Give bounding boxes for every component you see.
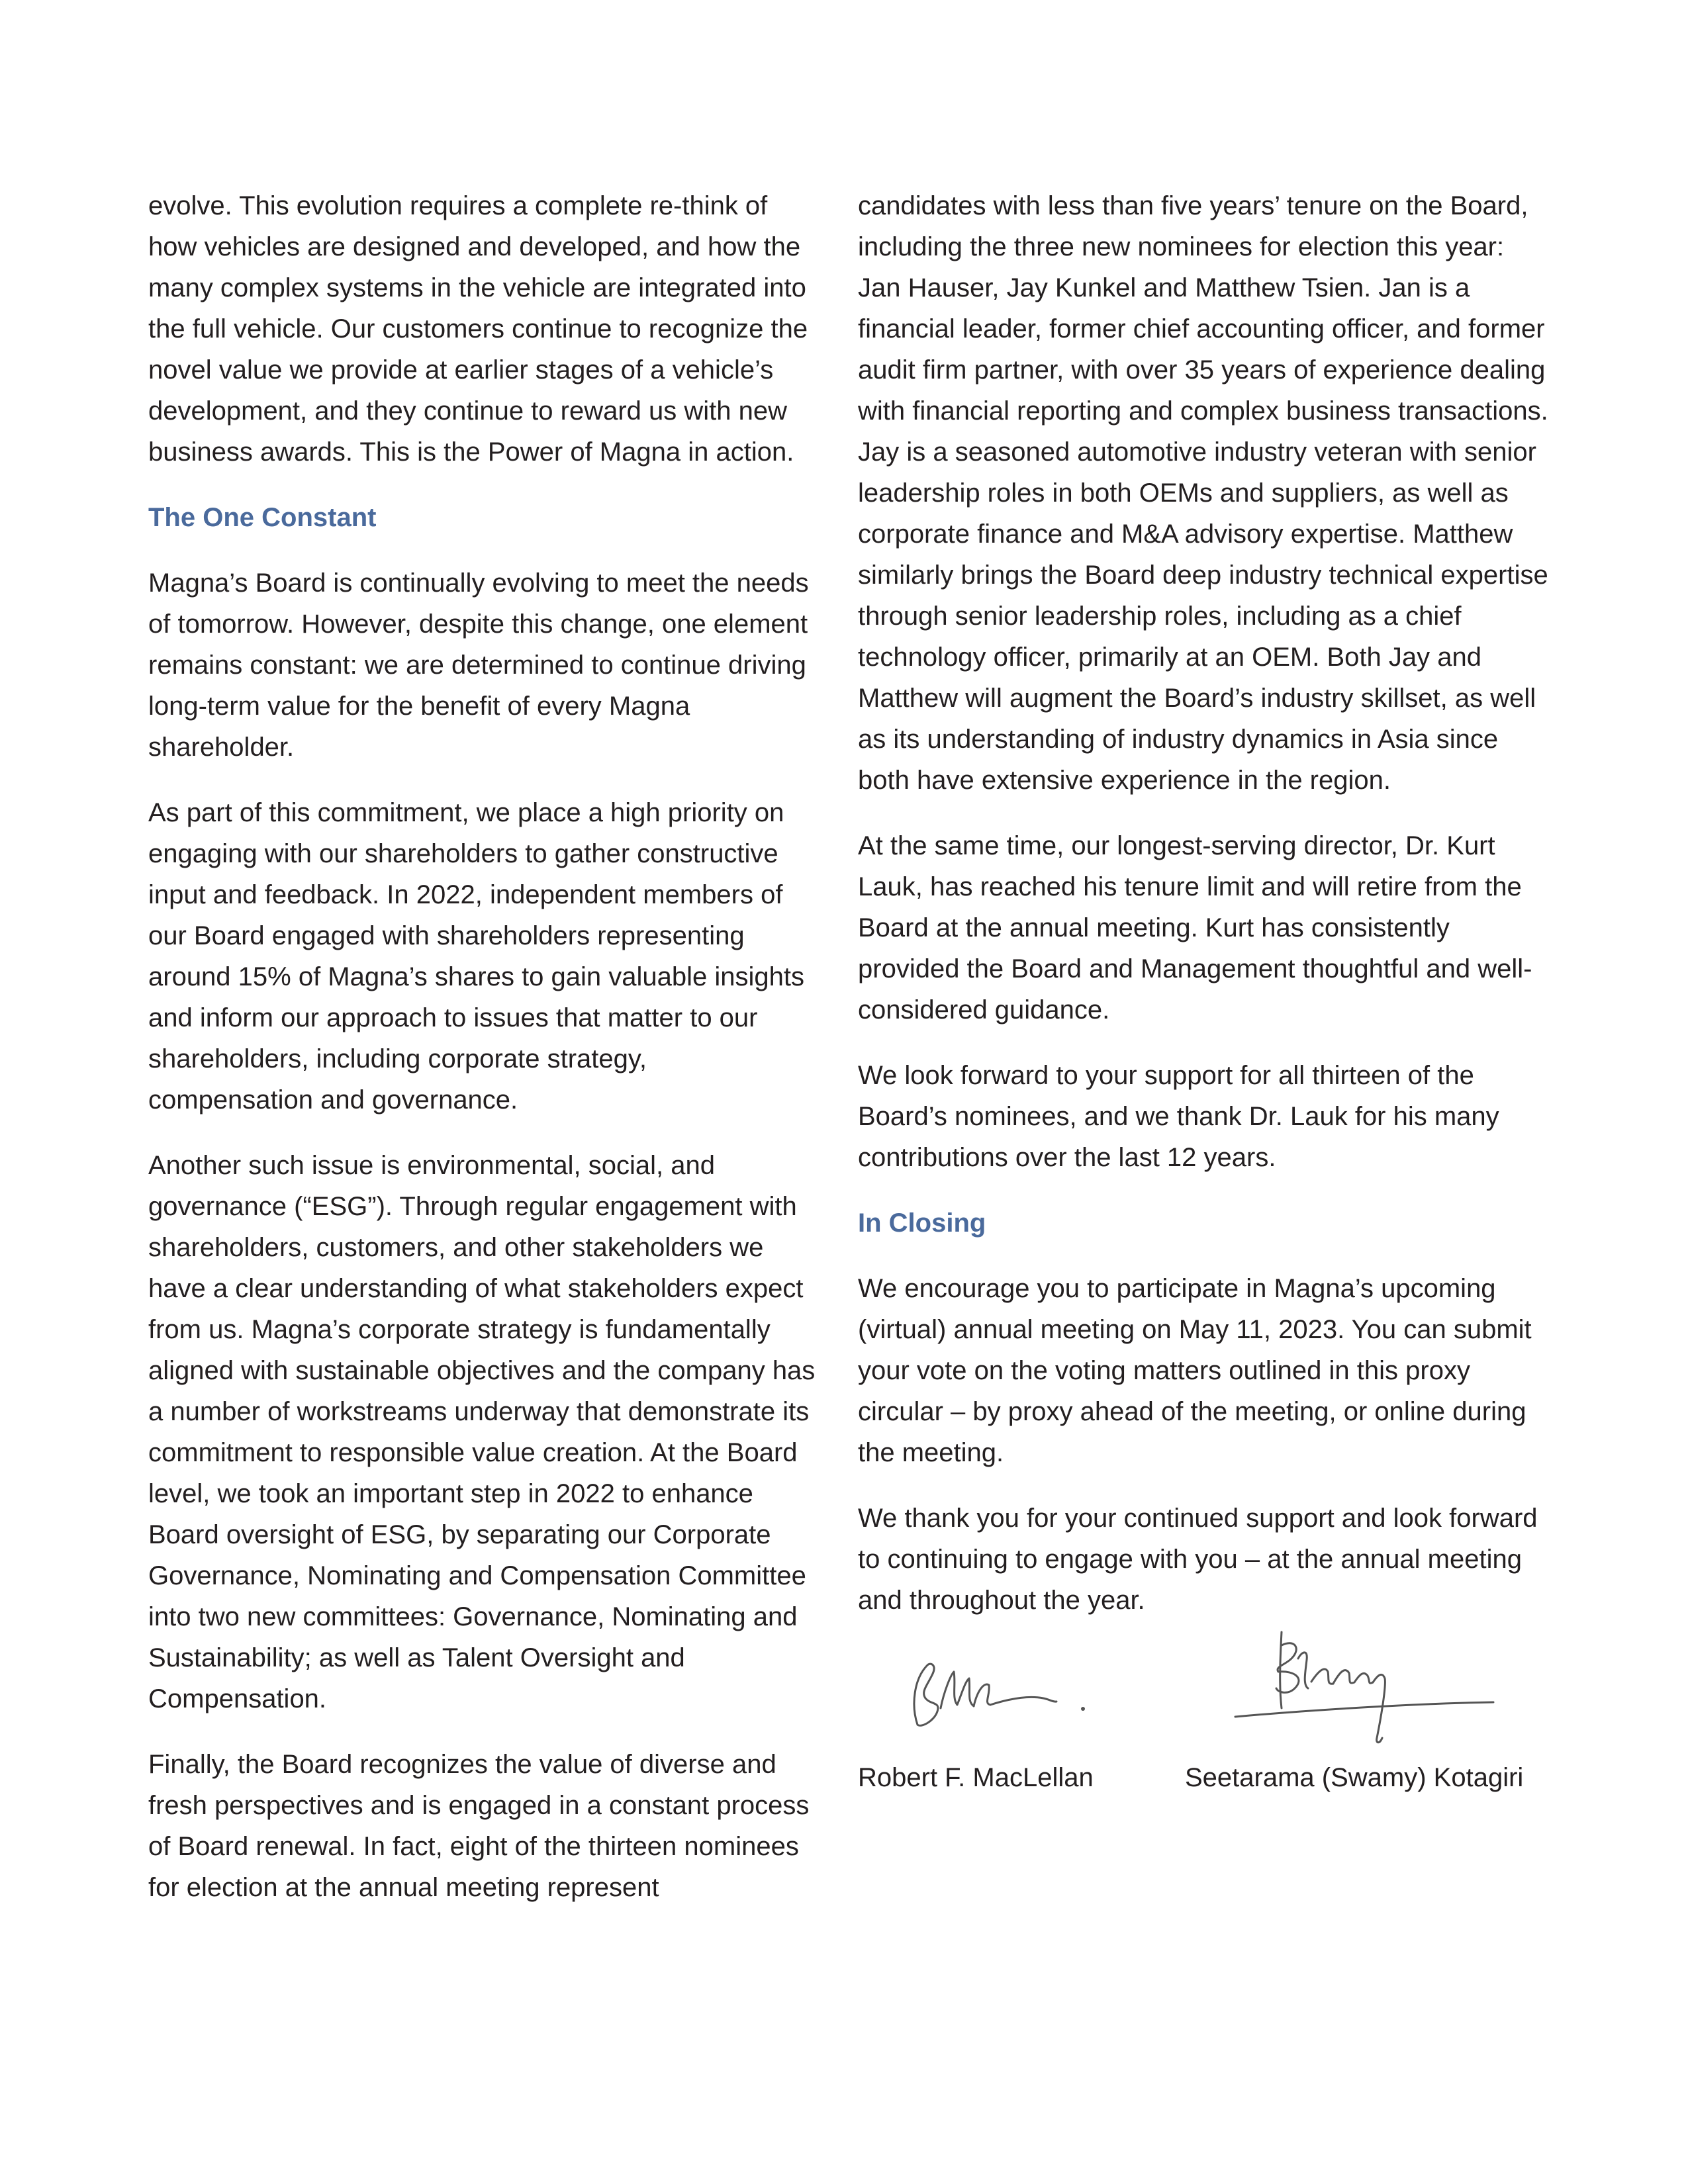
paragraph-new-nominees: candidates with less than five years’ tenure on the Board, including the three new nominees for election this year: Jan Hauser, Jay Kunkel and Matthew Tsien. Jan is a financial leader, former chief accounting officer, and former audit firm partner, with over 35 years of experience dealing with financial reporting and complex business transactions. Jay is a seasoned automotive industry veteran with senior leadership roles in both OEMs and suppliers, as well as corporate finance and M&A advisory expertise. Matthew similarly brings the Board deep industry technical expertise through senior leadership roles, including as a chief technology officer, primarily at an OEM. Both Jay and Matthew will augment the Board’s industry skillset, as well as its understanding of industry dynamics in Asia since both have extensive experience in the region.: [858, 191, 1548, 795]
signatory-name-maclellan: Robert F. MacLellan: [858, 1763, 1094, 1792]
paragraph-board-evolving: Magna’s Board is continually evolving to meet the needs of tomorrow. However, despite this change, one element remains constant: we are determined to continue driving long-term value for the benefit of every Magna shareholder.: [148, 569, 809, 762]
paragraph-evolution: evolve. This evolution requires a complete re-think of how vehicles are designed and developed, and how the many complex systems in the vehicle are integrated into the full vehicle. Our customers continue to recognize the novel value we provide at earlier stages of a vehicle’s development, and they continue to reward us with new business awards. This is the Power of Magna in action.: [148, 191, 808, 467]
signatory-name-kotagiri: Seetarama (Swamy) Kotagiri: [1185, 1763, 1524, 1792]
paragraph-shareholder-engagement: As part of this commitment, we place a high priority on engaging with our shareholders to gather constructive input and feedback. In 2022, independent members of our Board engaged with shareholders representing around 15% of Magna’s shares to gain valuable insights and inform our approach to issues that matter to our shareholders, including corporate strategy, compensation and governance.: [148, 798, 805, 1115]
paragraph-support-nominees: We look forward to your support for all thirteen of the Board’s nominees, and we thank Dr. Lauk for his many contributions over the last 12 years.: [858, 1061, 1499, 1172]
right-column: [858, 185, 1553, 1864]
signature-kotagiri-image: [1229, 1619, 1513, 1758]
heading-in-closing: In Closing: [858, 1208, 986, 1238]
signature-block: [858, 1645, 1553, 1864]
paragraph-kurt-lauk: At the same time, our longest-serving director, Dr. Kurt Lauk, has reached his tenure limit and will retire from the Board at the annual meeting. Kurt has consistently provided the Board and Management thoughtful and well-considered guidance.: [858, 831, 1532, 1024]
signature-maclellan-image: [891, 1645, 1090, 1745]
paragraph-thank-you: We thank you for your continued support and look forward to continuing to engage with you – at the annual meeting and throughout the year.: [858, 1504, 1538, 1615]
paragraph-esg: Another such issue is environmental, social, and governance (“ESG”). Through regular engagement with shareholders, customers, and other stakeholders we have a clear understanding of what stakeholders expect from us. Magna’s corporate strategy is fundamentally aligned with sustainable objectives and the company has a number of workstreams underway that demonstrate its commitment to responsible value creation. At the Board level, we took an important step in 2022 to enhance Board oversight of ESG, by separating our Corporate Governance, Nominating and Compensation Committee into two new committees: Governance, Nominating and Sustainability; as well as Talent Oversight and Compensation.: [148, 1151, 816, 1713]
paragraph-annual-meeting: We encourage you to participate in Magna’s upcoming (virtual) annual meeting on May 11, 2023. You can submit your vote on the voting matters outlined in this proxy circular – by proxy ahead of the meeting, or online during the meeting.: [858, 1274, 1532, 1467]
paragraph-board-renewal: Finally, the Board recognizes the value of diverse and fresh perspectives and is engaged in a constant process of Board renewal. In fact, eight of the thirteen nominees for election at the annual meeting represent: [148, 1750, 810, 1902]
left-column: [148, 185, 817, 1933]
heading-one-constant: The One Constant: [148, 503, 377, 532]
